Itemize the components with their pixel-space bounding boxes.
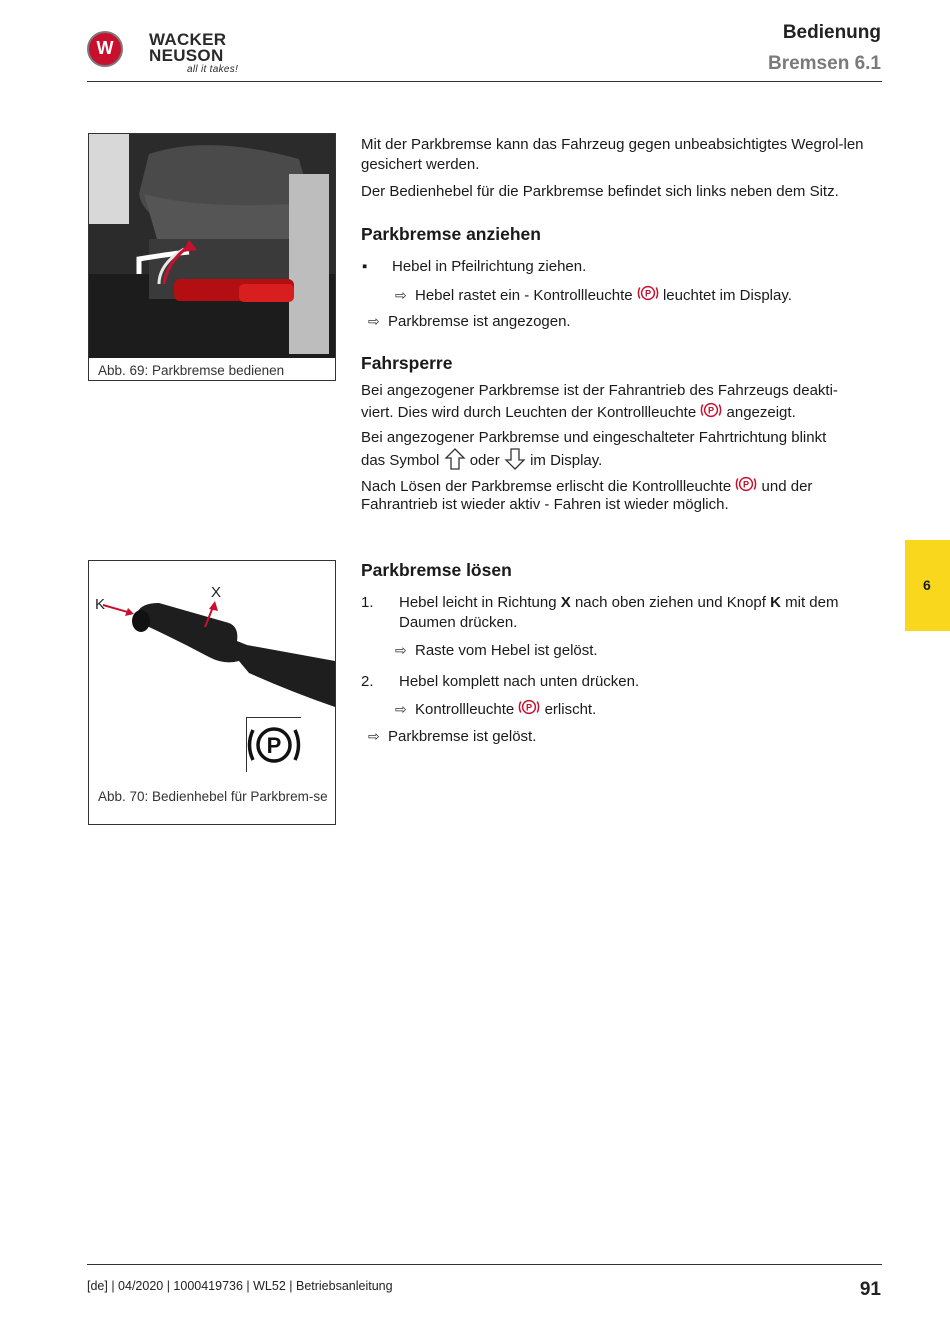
fahrsperre-p2-line2 — [361, 448, 602, 471]
heading-anziehen: Parkbremse anziehen — [361, 224, 541, 244]
result-arrow-icon: ⇨ — [368, 728, 380, 744]
intro-p1: Mit der Parkbremse kann das Fahrzeug gegen unbeabsichtigtes Wegrol-len gesichert werden. — [361, 136, 864, 173]
fahrsperre-p1-line1: Bei angezogener Parkbremse ist der Fahrantrieb des Fahrzeugs deakti- — [361, 382, 838, 399]
result-arrow-icon: ⇨ — [395, 287, 407, 303]
step1-x: X — [560, 594, 571, 611]
figure-lever — [88, 560, 336, 825]
p2-text-c: oder — [469, 452, 500, 469]
brand-line1: WACKER — [149, 30, 227, 49]
arrow-up-icon — [444, 448, 466, 470]
fahrsperre-p3-line2: Fahrantrieb ist wieder aktiv - Fahren ist wieder möglich. — [361, 496, 729, 513]
result-arrow-icon: ⇨ — [395, 642, 407, 658]
p3-text-a: Nach Lösen der Parkbremse erlischt die Kontrollleuchte — [361, 478, 732, 495]
result-arrow-icon: ⇨ — [368, 313, 380, 329]
page-subtitle: Bremsen 6.1 — [767, 53, 881, 74]
anziehen-result2 — [368, 311, 571, 332]
p1-text-b: viert. Dies wird durch Leuchten der Kontrollleuchte — [361, 404, 697, 421]
step1-number: 1. — [361, 594, 374, 611]
step1-line2: Daumen drücken. — [399, 614, 518, 631]
step2-result — [395, 698, 596, 720]
parking-lamp-icon — [700, 401, 722, 419]
chapter-tab — [905, 540, 950, 631]
svg-text:P: P — [743, 479, 750, 490]
brand-line2: NEUSON — [149, 46, 224, 65]
page-title: Bedienung — [782, 22, 881, 43]
svg-text:P: P — [708, 405, 715, 416]
seat-photo-illustration — [89, 134, 335, 358]
step2-result-text-a: Kontrollleuchte — [415, 701, 515, 718]
p1-text-c: angezeigt. — [726, 404, 796, 421]
step1-text-b: nach oben ziehen und Knopf — [574, 594, 766, 611]
step1-result — [395, 640, 598, 661]
brand-wordmark — [149, 32, 238, 76]
step2-result-text-b: erlischt. — [544, 701, 597, 718]
p3-text-b: und der — [761, 478, 813, 495]
arrow-down-icon — [504, 448, 526, 470]
svg-text:P: P — [526, 702, 533, 713]
parking-lamp-icon — [518, 698, 540, 716]
symbol-letter: P — [266, 733, 282, 758]
footer-divider — [87, 1264, 882, 1265]
step1-result-text: Raste vom Hebel ist gelöst. — [415, 642, 598, 659]
footer-text: [de] | 04/2020 | 1000419736 | WL52 | Betriebsanleitung — [87, 1279, 393, 1293]
step1-k: K — [770, 594, 781, 611]
p2-text-b: das Symbol — [361, 452, 440, 469]
anziehen-bullet: Hebel in Pfeilrichtung ziehen. — [392, 258, 587, 275]
fahrsperre-p2-line1: Bei angezogener Parkbremse und eingeschalteter Fahrtrichtung blinkt — [361, 429, 827, 446]
result1-text-a: Hebel rastet ein - Kontrollleuchte — [415, 287, 633, 304]
heading-loesen: Parkbremse lösen — [361, 560, 512, 580]
parking-lamp-icon — [735, 475, 757, 493]
bullet-marker: ▪ — [362, 258, 368, 275]
chapter-tab-number: 6 — [923, 577, 931, 593]
figure-caption: Abb. 69: Parkbremse bedienen — [98, 363, 285, 378]
page-number: 91 — [859, 1279, 881, 1300]
header-divider — [87, 81, 882, 82]
wacker-neuson-logo-icon — [87, 31, 123, 67]
step1-text-c: mit dem — [785, 594, 839, 611]
loesen-final — [368, 726, 536, 747]
heading-fahrsperre: Fahrsperre — [361, 353, 453, 373]
label-x: X — [211, 584, 222, 601]
p2-text-d: im Display. — [530, 452, 603, 469]
result-arrow-icon: ⇨ — [395, 701, 407, 717]
result2-text: Parkbremse ist angezogen. — [388, 313, 571, 330]
anziehen-result1 — [395, 284, 792, 306]
step2-number: 2. — [361, 673, 374, 690]
parking-lamp-icon — [637, 284, 659, 302]
figure-caption: Abb. 70: Bedienhebel für Parkbrem-se — [98, 789, 328, 804]
brand-tagline: all it takes! — [187, 64, 239, 75]
parking-brake-symbol-icon — [247, 718, 301, 772]
logo-letter: W — [96, 38, 114, 58]
svg-text:P: P — [644, 288, 651, 299]
label-k: K — [95, 596, 106, 613]
parking-brake-symbol-box — [246, 717, 301, 772]
step1-line1 — [399, 593, 838, 613]
result1-text-b: leuchtet im Display. — [662, 287, 792, 304]
step2-text: Hebel komplett nach unten drücken. — [399, 673, 640, 690]
step1-text-a: Hebel leicht in Richtung — [399, 594, 557, 611]
fahrsperre-p3-line1 — [361, 475, 812, 497]
fahrsperre-p1-line2 — [361, 401, 796, 423]
figure-parking-brake-seat — [88, 133, 336, 381]
intro-p2: Der Bedienhebel für die Parkbremse befindet sich links neben dem Sitz. — [361, 183, 839, 200]
final-text: Parkbremse ist gelöst. — [388, 728, 537, 745]
